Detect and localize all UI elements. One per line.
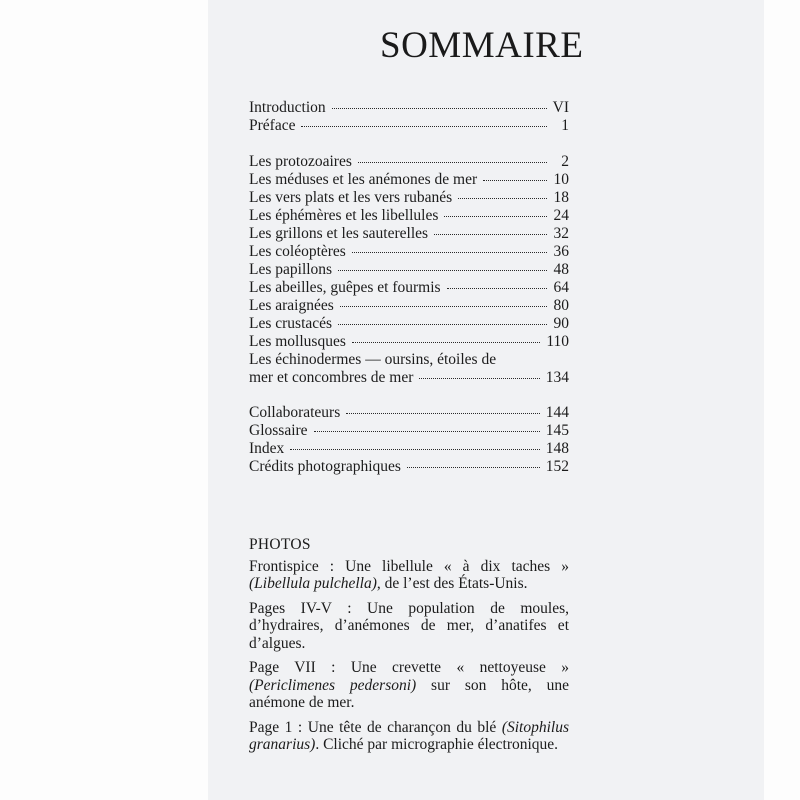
caption-species-name: (Periclimenes pedersoni) (249, 676, 417, 694)
toc-page-number: 144 (545, 404, 569, 421)
toc-entry-label: Les vers plats et les vers rubanés (249, 189, 453, 206)
photo-credits-section (249, 536, 569, 761)
toc-page-number: 1 (561, 117, 569, 134)
table-of-contents (249, 99, 569, 476)
caption-text: sur son hôte, une anémone de mer. (249, 676, 569, 711)
toc-entry[interactable] (249, 404, 569, 422)
caption-text: . Cliché par micrographie électronique. (315, 736, 559, 753)
toc-spacer (249, 135, 569, 153)
toc-entry[interactable] (249, 243, 569, 261)
toc-page-number: 24 (553, 207, 569, 224)
toc-entry[interactable] (249, 458, 569, 476)
toc-page-number: 18 (553, 189, 569, 206)
toc-entry[interactable] (249, 279, 569, 297)
dot-leader (444, 216, 547, 217)
toc-page-number: 134 (545, 369, 569, 386)
toc-page-number: 152 (545, 458, 569, 475)
toc-page-number: 48 (553, 261, 569, 278)
caption-species-name: (Libellula pulchella) (249, 575, 377, 592)
toc-entry-label: Les araignées (249, 297, 334, 314)
dot-leader (301, 126, 547, 127)
toc-entry[interactable] (249, 117, 569, 135)
toc-page-number: 110 (546, 333, 569, 350)
toc-entry-label: Les grillons et les sauterelles (249, 225, 429, 242)
toc-page-number: 148 (545, 440, 569, 457)
toc-front-matter (249, 99, 569, 135)
toc-entry[interactable] (249, 207, 569, 225)
dot-leader (419, 378, 539, 379)
photo-caption (249, 719, 569, 754)
photo-entries (249, 558, 569, 754)
caption-text: Page VII : Une crevette « nettoyeuse » (249, 659, 569, 676)
dot-leader (447, 288, 547, 289)
toc-page-number: 36 (553, 243, 569, 260)
dot-leader (338, 270, 547, 271)
dot-leader (314, 431, 540, 432)
toc-entry-label: Crédits photographiques (249, 458, 401, 475)
page-title: SOMMAIRE (380, 25, 584, 66)
dot-leader (458, 198, 547, 199)
dot-leader (290, 449, 539, 450)
toc-entry-label: Les échinodermes — oursins, étoiles de (249, 351, 497, 368)
toc-entry[interactable] (249, 171, 569, 189)
toc-entry[interactable] (249, 333, 569, 351)
toc-entry[interactable] (249, 297, 569, 315)
toc-entry-label: Les papillons (249, 261, 333, 278)
caption-text: Page 1 : Une tête de charançon du blé (249, 718, 502, 736)
photo-caption (249, 600, 569, 653)
toc-entry-label: Les crustacés (249, 315, 333, 332)
dot-leader (352, 342, 540, 343)
toc-entry-label: Les coléoptères (249, 243, 346, 260)
toc-entry-echinodermes[interactable] (249, 351, 569, 387)
caption-text: , de l’est des États-Unis. (376, 575, 528, 592)
dot-leader (358, 162, 547, 163)
caption-species-name: (Sitophilus granarius) (249, 718, 569, 753)
toc-page-number: VI (552, 99, 569, 116)
toc-entry-label: Préface (249, 117, 296, 134)
toc-page-number: 10 (553, 171, 569, 188)
toc-page-number: 145 (545, 422, 569, 439)
dot-leader (434, 234, 547, 235)
dot-leader (407, 467, 540, 468)
photo-caption (249, 659, 569, 712)
toc-page-number: 32 (553, 225, 569, 242)
toc-entry-label: Les méduses et les anémones de mer (249, 171, 478, 188)
dot-leader (483, 180, 547, 181)
toc-chapters (249, 153, 569, 351)
toc-entry-label: Les abeilles, guêpes et fourmis (249, 279, 441, 296)
toc-entry[interactable] (249, 315, 569, 333)
toc-page-number: 90 (553, 315, 569, 332)
toc-page-number: 2 (561, 153, 569, 170)
toc-entry-label: Index (249, 440, 285, 457)
toc-entry[interactable] (249, 261, 569, 279)
toc-entry-label: Les mollusques (249, 333, 346, 350)
dot-leader (352, 252, 547, 253)
caption-text: Pages IV-V : Une population de moules, d’hydraires, d’anémones de mer, d’anatifes et d’algues. (249, 599, 569, 652)
toc-page-number: 80 (553, 297, 569, 314)
toc-back-matter (249, 404, 569, 476)
dot-leader (346, 413, 539, 414)
caption-text: Frontispice : Une libellule « à dix taches » (249, 557, 569, 575)
toc-entry-label: Glossaire (249, 422, 308, 439)
toc-entry-label: Collaborateurs (249, 404, 341, 421)
dot-leader (338, 324, 547, 325)
toc-page-number: 64 (553, 279, 569, 296)
toc-entry[interactable] (249, 153, 569, 171)
toc-entry-label: Introduction (249, 99, 326, 116)
photo-caption (249, 558, 569, 593)
toc-entry-label: Les éphémères et les libellules (249, 207, 439, 224)
toc-entry[interactable] (249, 225, 569, 243)
toc-spacer (249, 387, 569, 404)
toc-entry[interactable] (249, 440, 569, 458)
toc-entry[interactable] (249, 99, 569, 117)
photos-heading: PHOTOS (249, 536, 311, 553)
toc-entry[interactable] (249, 422, 569, 440)
toc-entry[interactable] (249, 189, 569, 207)
dot-leader (332, 108, 547, 109)
toc-entry-label: Les protozoaires (249, 153, 352, 170)
dot-leader (340, 306, 547, 307)
toc-entry-label: mer et concombres de mer (249, 369, 414, 386)
